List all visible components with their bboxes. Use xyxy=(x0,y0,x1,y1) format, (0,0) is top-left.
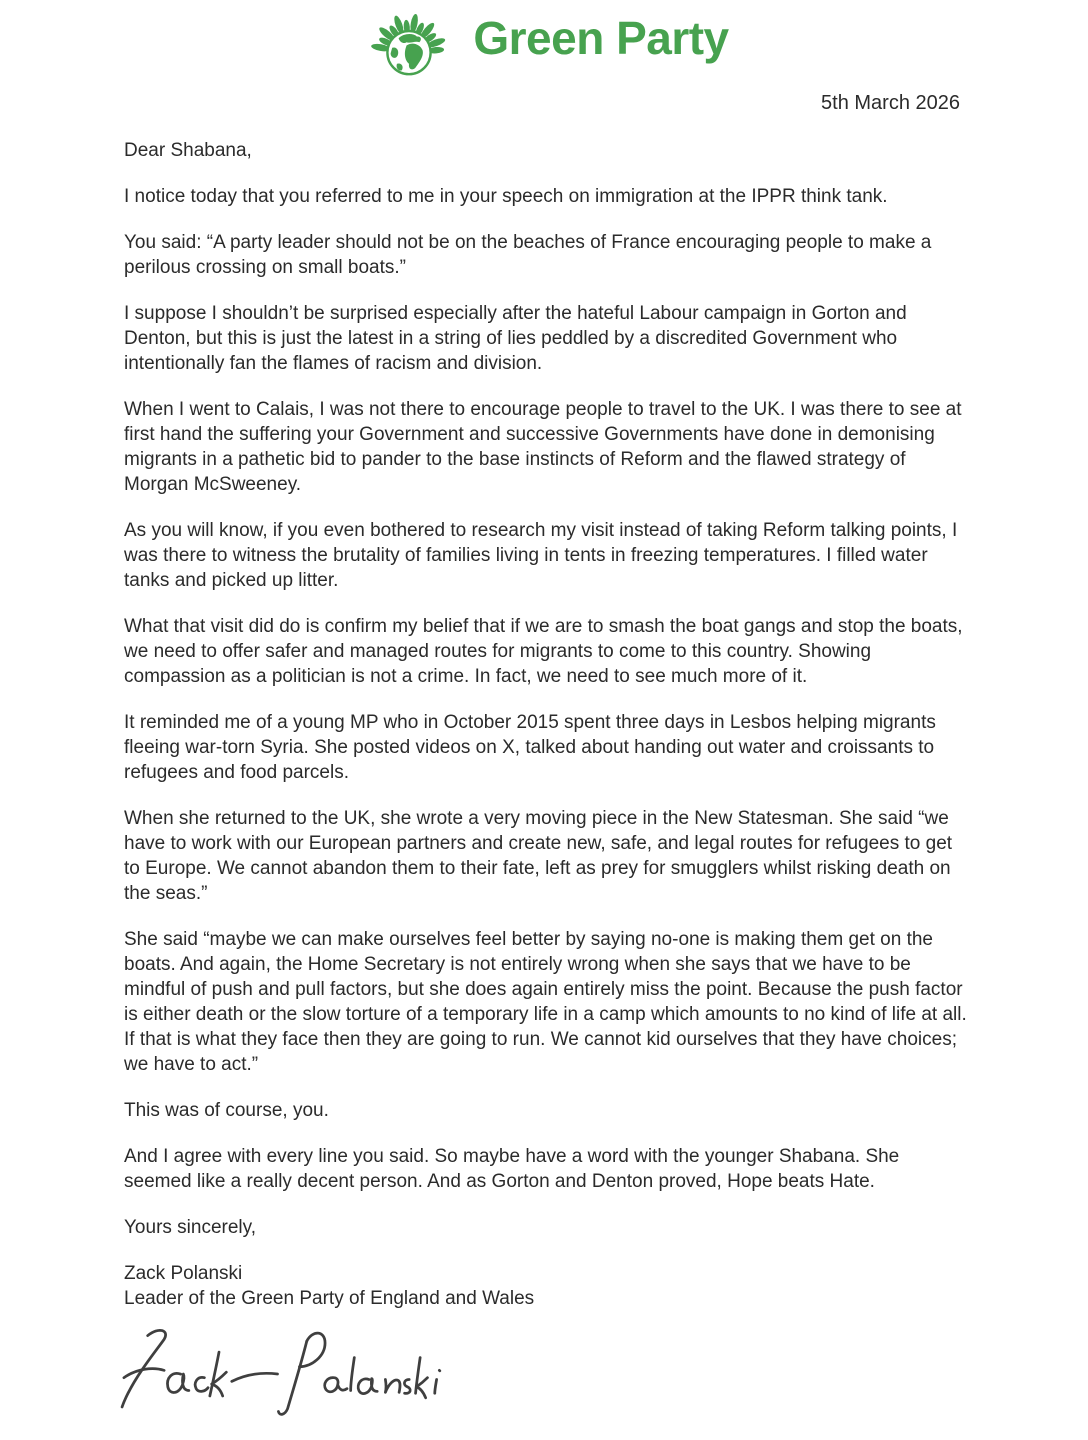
letter-paragraph: And I agree with every line you said. So maybe have a word with the younger Shabana. She seemed like a really decent person. And as Gorton and Denton proved, Hope beats Hate. xyxy=(124,1146,900,1192)
closing: Yours sincerely, xyxy=(124,1217,257,1238)
letter-paragraph: What that visit did do is confirm my belief that if we are to smash the boat gangs and stop the boats, we need to offer safer and managed routes for migrants to come to this country. Showing compassion as a politician is not a crime. In fact, we need to see much more of it. xyxy=(124,616,963,687)
salutation: Dear Shabana, xyxy=(124,140,252,161)
green-party-sunflower-globe-icon xyxy=(359,3,459,83)
letter-date: 5th March 2026 xyxy=(821,92,960,114)
letter-paragraph: When I went to Calais, I was not there to encourage people to travel to the UK. I was there to see at first hand the suffering your Government and successive Governments have done in demonising migrants in a pathetic bid to pander to the base instincts of Reform and the flawed strategy of Morgan McSweeney. xyxy=(124,399,962,495)
letter-paragraph: This was of course, you. xyxy=(124,1100,329,1121)
letter-paragraph: It reminded me of a young MP who in October 2015 spent three days in Lesbos helping migrants fleeing war-torn Syria. She posted videos on X, talked about handing out water and croissants to refugees and food parcels. xyxy=(124,712,936,783)
handwritten-signature xyxy=(118,1321,968,1417)
letter-paragraph: You said: “A party leader should not be on the beaches of France encouraging people to make a perilous crossing on small boats.” xyxy=(124,232,932,278)
letter-body xyxy=(124,138,968,1417)
letterhead xyxy=(0,0,1088,84)
letter-paragraph: She said “maybe we can make ourselves feel better by saying no-one is making them get on the boats. And again, the Home Secretary is not entirely wrong when she says that we have to be mindful of push and pull factors, but she does again entirely miss the point. Because the push factor is either death or the slow torture of a temporary life in a camp which amounts to no kind of life at all. If that is what they face then they are going to run. We cannot kid ourselves that they have choices; we have to act.” xyxy=(124,929,967,1075)
letter-paragraph: I notice today that you referred to me in your speech on immigration at the IPPR think tank. xyxy=(124,186,888,207)
letter-paragraph: As you will know, if you even bothered to research my visit instead of taking Reform talking points, I was there to witness the brutality of families living in tents in freezing temperatures. I filled water tanks and picked up litter. xyxy=(124,520,958,591)
letter-paragraph: When she returned to the UK, she wrote a very moving piece in the New Statesman. She said “we have to work with our European partners and create new, safe, and legal routes for refugees to get to Europe. We cannot abandon them to their fate, left as prey for smugglers whilst risking death on the seas.” xyxy=(124,808,953,904)
sender-title: Leader of the Green Party of England and Wales xyxy=(124,1288,535,1309)
green-party-wordmark: Green Party xyxy=(473,12,729,64)
letter-paragraph: I suppose I shouldn’t be surprised especially after the hateful Labour campaign in Gorton and Denton, but this is just the latest in a string of lies peddled by a discredited Government who intentionally fan the flames of racism and division. xyxy=(124,303,907,374)
sender-block xyxy=(124,1261,968,1311)
sender-name: Zack Polanski xyxy=(124,1263,243,1284)
